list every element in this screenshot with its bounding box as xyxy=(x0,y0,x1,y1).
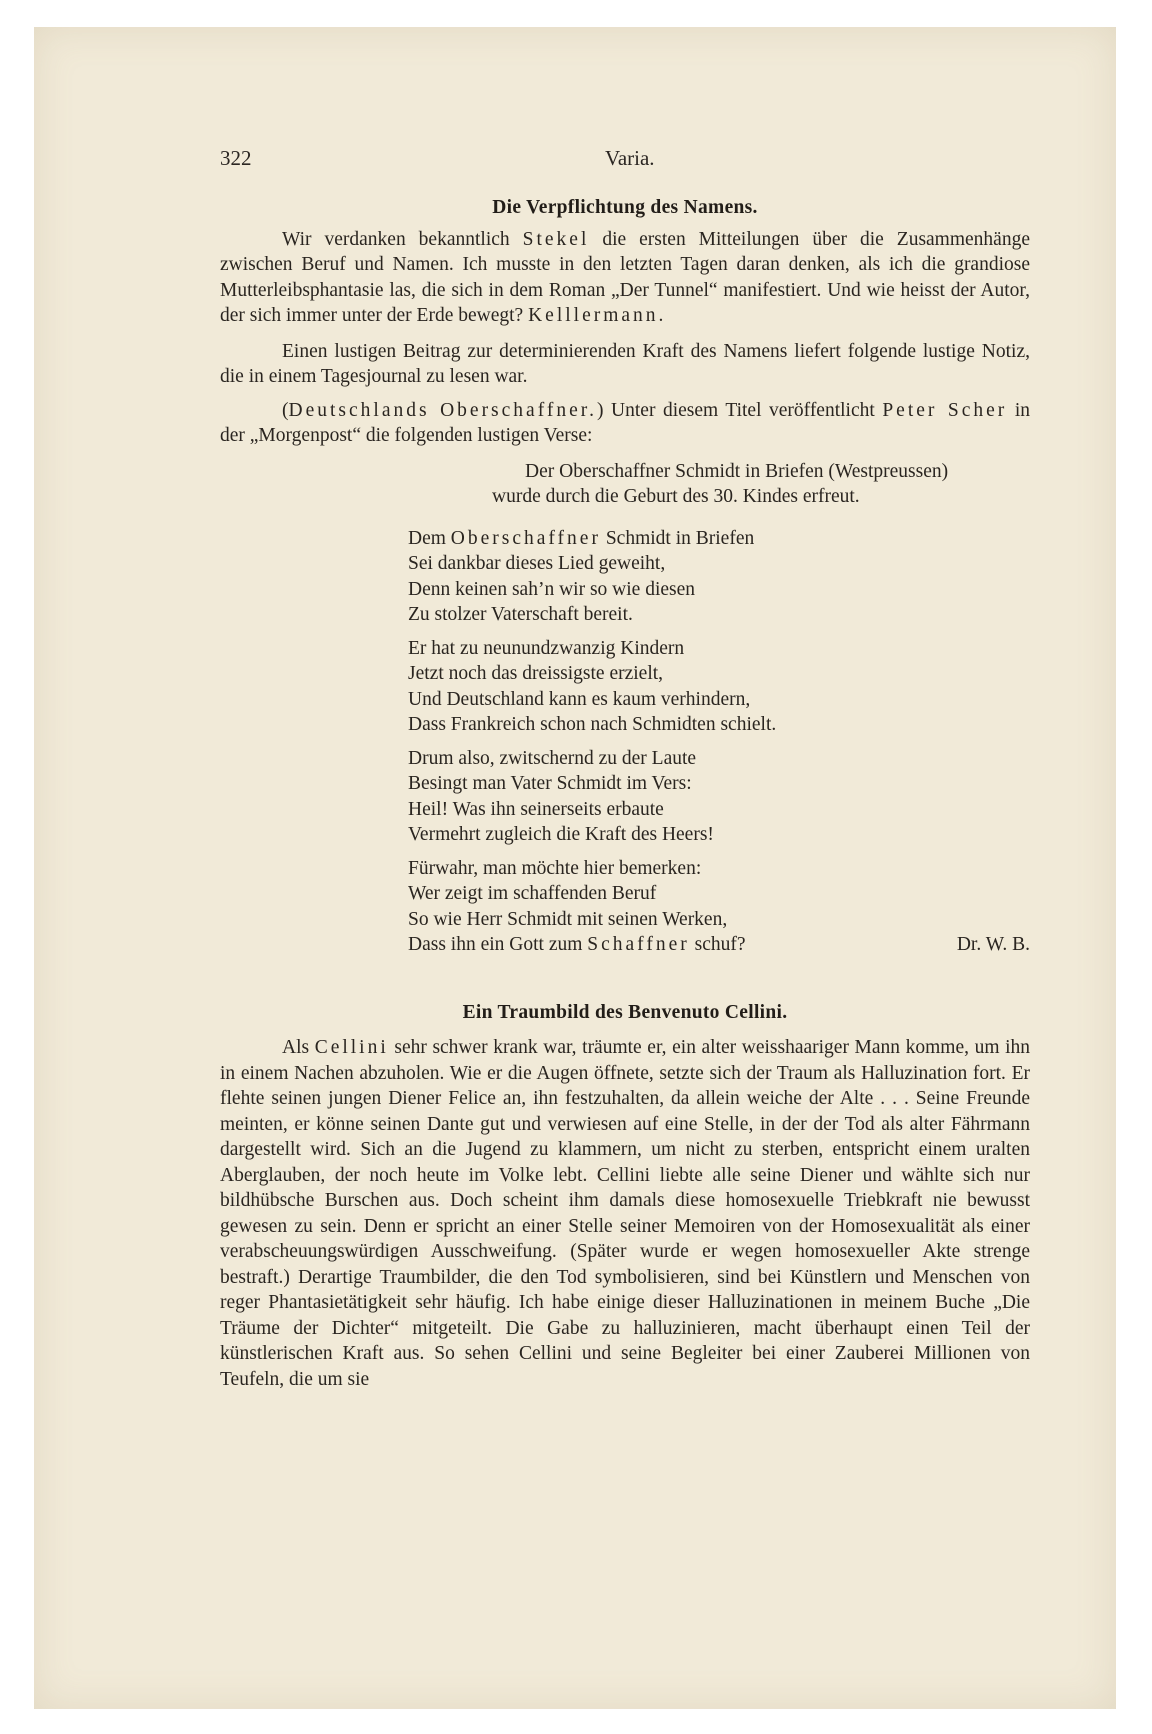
poem xyxy=(408,526,1030,958)
paragraph-cellini: Als Cellini sehr schwer krank war, träumte er, ein alter weisshaariger Mann komme, um ihn in einem Nachen abzuholen. Wie er die Augen öffnete, setzte sich der Traum als Halluzination fort. Er flehte seinen jungen Diener Felice an, ihn festzuhalten, da allein weiche der Alte . . . Seine Freunde meinten, er könne seinen Dante gut und verwiesen auf eine Stelle, in der der Tod als alter Fährmann dargestellt wird. Sich an die Jugend zu klammern, um nicht zu sterben, entspricht einem uralten Aberglauben, der noch heute im Volke lebt. Cellini liebte alle seine Diener und wählte sich nur bildhübsche Burschen aus. Doch scheint ihm damals diese homosexuelle Triebkraft nie bewusst gewesen zu sein. Denn er spricht an einer Stelle seiner Memoiren von der Homosexualität als einer verabscheuungswürdigen Ausschweifung. (Später wurde er wegen homosexueller Akte strenge bestraft.) Derartige Traumbilder, die den Tod symbolisieren, sind bei Künstlern und Menschen von reger Phantasietätigkeit sehr häufig. Ich habe einige dieser Halluzinationen in meinem Buche „Die Träume der Dichter“ mitgeteilt. Die Gabe zu halluzinieren, macht überhaupt einen Teil der künstlerischen Kraft aus. So sehen Cellini und seine Begleiter bei einer Zauberei Millionen von Teufeln, die um sie xyxy=(220,1037,1030,1390)
running-head: Varia. xyxy=(605,146,655,170)
poem-stanza: Er hat zu neunundzwanzig Kindern Jetzt noch das dreissigste erzielt, Und Deutschland kann es kaum verhindern, Dass Frankreich schon nach Schmidten schielt. xyxy=(408,637,777,735)
paragraph-stekel: Wir verdanken bekanntlich Stekel die ersten Mitteilungen über die Zusammenhänge zwischen Beruf und Namen. Ich musste in den letzten Tagen daran denken, als ich die grandiose Mutterleibsphantasie las, die sich in dem Roman „Der Tunnel“ manifestiert. Und wie heisst der Autor, der sich immer unter der Erde bewegt? Kelllermann. xyxy=(220,228,1030,326)
paragraph-oberschaffner: (Deutschlands Oberschaffner.) Unter diesem Titel veröffentlicht Peter Scher in der „Morgenpost“ die folgenden lustigen Verse: xyxy=(220,399,1030,446)
page-header xyxy=(220,146,1030,174)
article-title-namens: Die Verpflichtung des Namens. xyxy=(492,197,758,218)
poem-stanza: Drum also, zwitschernd zu der Laute Besingt man Vater Schmidt im Vers: Heil! Was ihn seinerseits erbaute Vermehrt zugleich die Kraft des Heers! xyxy=(408,747,714,845)
page-number: 322 xyxy=(220,146,252,170)
poem-stanza: Fürwahr, man möchte hier bemerken: Wer zeigt im schaffenden Beruf So wie Herr Schmidt mit seinen Werken, Dass ihn ein Gott zum Schaffner schuf? xyxy=(408,857,746,955)
article-title-cellini: Ein Traumbild des Benvenuto Cellini. xyxy=(462,1001,788,1023)
poem-stanza: Dem Oberschaffner Schmidt in Briefen Sei dankbar dieses Lied geweiht, Denn keinen sah’n wir so wie diesen Zu stolzer Vaterschaft bereit. xyxy=(408,527,755,625)
poem-introduction: Der Oberschaffner Schmidt in Briefen (Westpreussen) wurde durch die Geburt des 30. Kindes erfreut. xyxy=(492,460,949,507)
author-signature: Dr. W. B. xyxy=(956,934,1030,955)
paragraph-beitrag: Einen lustigen Beitrag zur determinierenden Kraft des Namens liefert folgende lustige Notiz, die in einem Tagesjournal zu lesen war. xyxy=(220,340,1030,387)
page-content xyxy=(220,195,1030,1392)
